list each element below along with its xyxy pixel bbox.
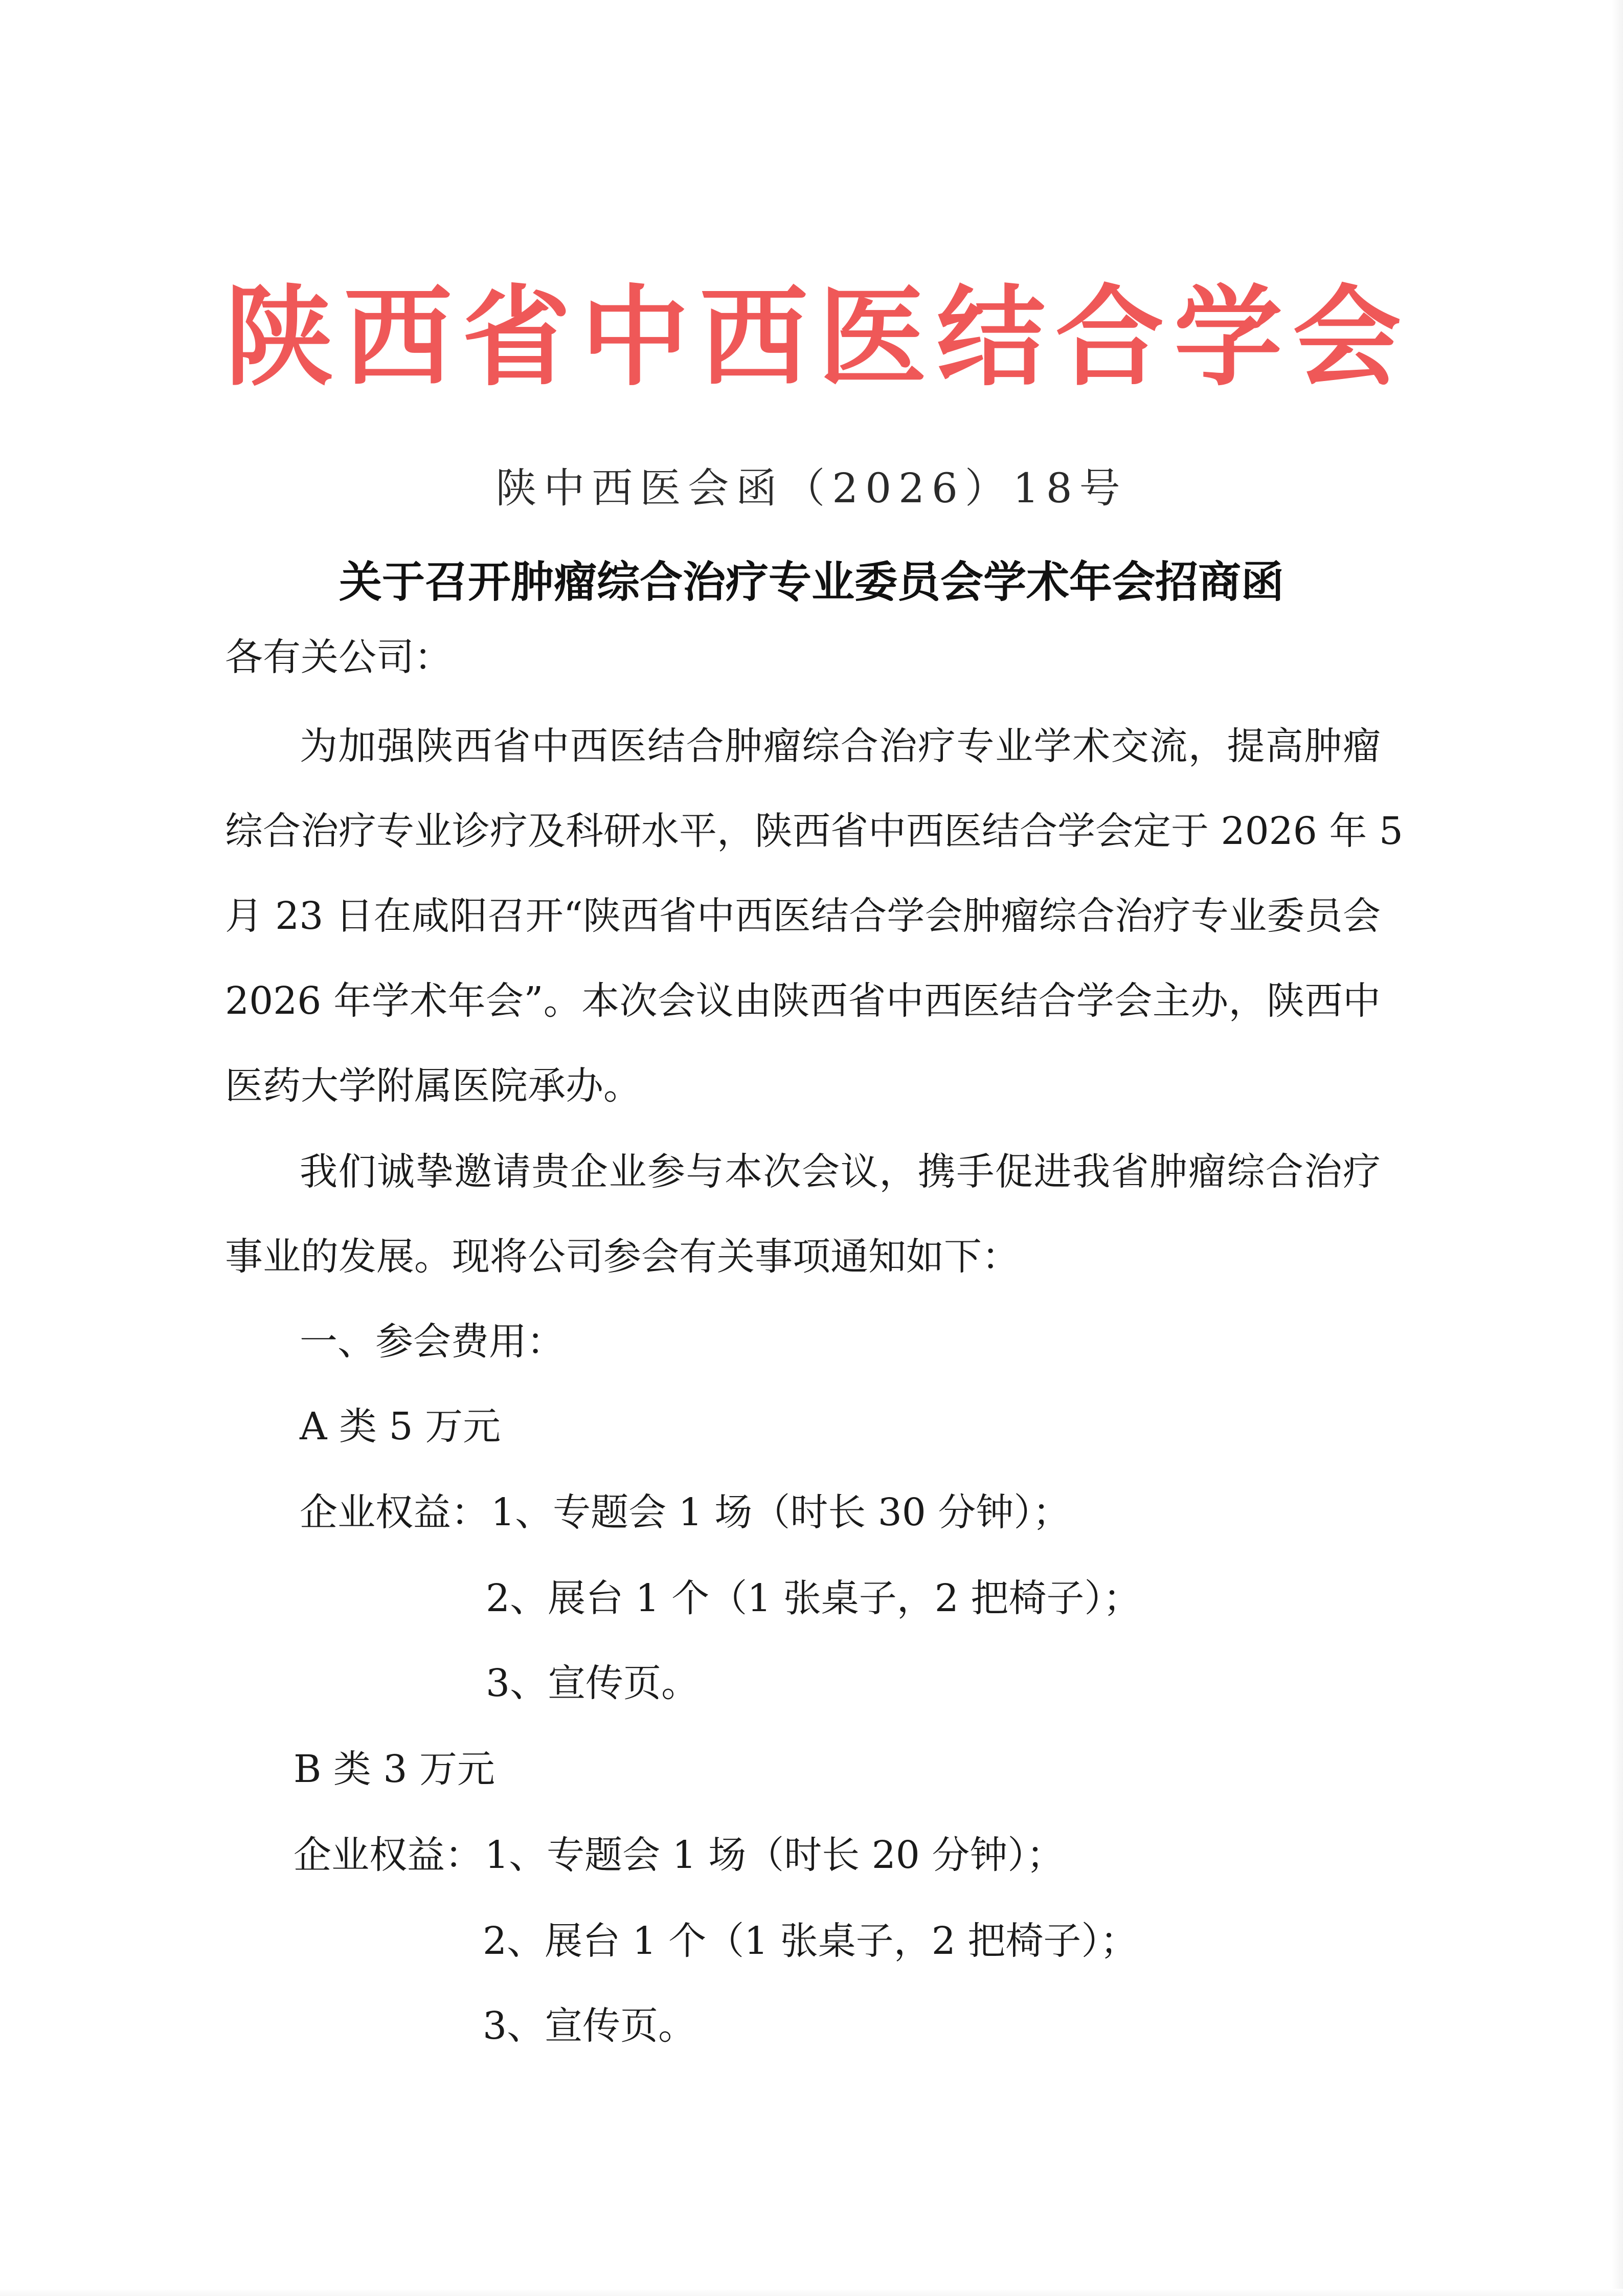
tier-b-benefit-item: 2、展台 1 个（1 张桌子，2 把椅子）； xyxy=(483,1919,1138,1963)
tier-b-benefits-label: 企业权益： xyxy=(294,1833,483,1877)
scan-edge-bottom xyxy=(0,2289,1623,2296)
document-number: 陕中西医会函（2026）18号 xyxy=(495,464,1128,512)
tier-a-benefits-label: 企业权益： xyxy=(300,1490,489,1534)
org-header-char: 合 xyxy=(1055,274,1164,400)
org-header-char: 学 xyxy=(1174,274,1282,400)
paragraph-1-line: 2026 年学术年会”。本次会议由陕西省中西医结合学会主办，陕西中 xyxy=(225,979,1381,1023)
section-heading-fees: 一、参会费用： xyxy=(300,1320,565,1364)
paragraph-1-line: 综合治疗专业诊疗及科研水平，陕西省中西医结合学会定于 2026 年 5 xyxy=(225,809,1403,853)
org-header-char: 会 xyxy=(1293,274,1401,400)
paragraph-2-line: 我们诚挚邀请贵企业参与本次会议，携手促进我省肿瘤综合治疗 xyxy=(300,1150,1381,1194)
tier-a-heading: A 类 5 万元 xyxy=(300,1405,501,1448)
salutation: 各有关公司： xyxy=(225,635,452,679)
org-header-char: 西 xyxy=(700,274,808,400)
paragraph-2-line: 事业的发展。现将公司参会有关事项通知如下： xyxy=(225,1235,1020,1279)
paragraph-1-line: 为加强陕西省中西医结合肿瘤综合治疗专业学术交流，提高肿瘤 xyxy=(300,724,1381,768)
tier-a-benefit-item: 3、宣传页。 xyxy=(486,1661,700,1705)
tier-b-heading: B 类 3 万元 xyxy=(294,1747,495,1791)
org-header-char: 结 xyxy=(937,274,1045,400)
organization-header xyxy=(225,266,1401,409)
tier-b-benefit-item: 1、专题会 1 场（时长 20 分钟）； xyxy=(485,1833,1065,1877)
paragraph-1-line: 医药大学附属医院承办。 xyxy=(225,1064,641,1108)
tier-a-benefit-item: 2、展台 1 个（1 张桌子，2 把椅子）； xyxy=(486,1576,1141,1620)
org-header-char: 省 xyxy=(462,274,571,400)
paragraph-1-line: 月 23 日在咸阳召开“陕西省中西医结合学会肿瘤综合治疗专业委员会 xyxy=(225,894,1381,938)
org-header-char: 西 xyxy=(344,274,452,400)
org-header-char: 医 xyxy=(818,274,927,400)
tier-a-benefit-item: 1、专题会 1 场（时长 30 分钟）； xyxy=(491,1490,1071,1534)
document-title: 关于召开肿瘤综合治疗专业委员会学术年会招商函 xyxy=(339,557,1284,607)
org-header-char: 中 xyxy=(581,274,689,400)
scan-edge xyxy=(1612,0,1623,2296)
org-header-char: 陕 xyxy=(225,274,333,400)
tier-b-benefit-item: 3、宣传页。 xyxy=(483,2004,696,2048)
